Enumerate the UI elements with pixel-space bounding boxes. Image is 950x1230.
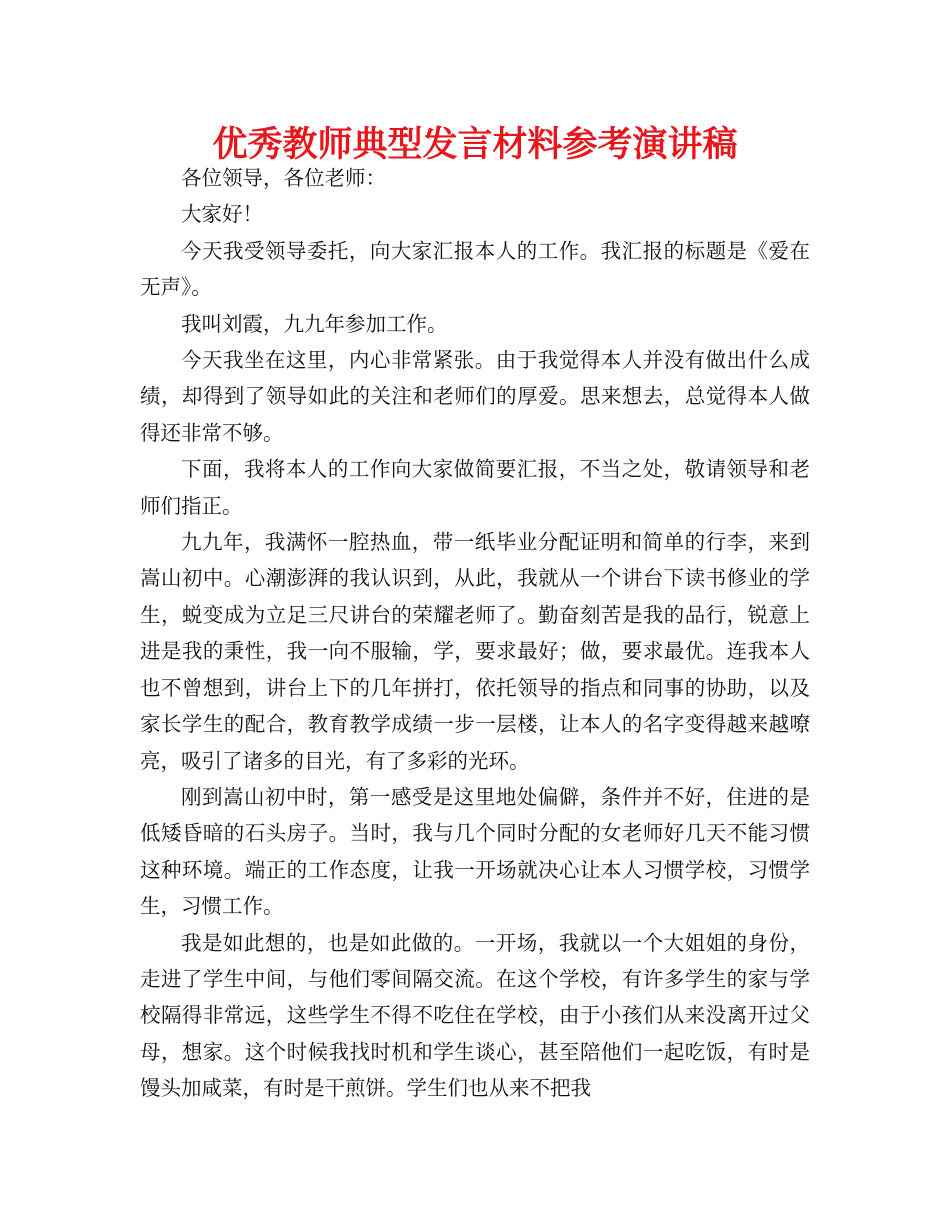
paragraph: 九九年，我满怀一腔热血，带一纸毕业分配证明和简单的行李，来到嵩山初中。心潮澎湃的我认识到，从此，我就从一个讲台下读书修业的学生，蜕变成为立足三尺讲台的荣耀老师了。勤奋刻苦是我的品行，锐意上进是我的秉性，我一向不服输，学，要求最好；做，要求最优。连我本人也不曾想到，讲台上下的几年拼打，依托领导的指点和同事的协助，以及家长学生的配合，教育教学成绩一步一层楼，让本人的名字变得越来越嘹亮，吸引了诸多的目光，有了多彩的光环。 (140, 530, 810, 773)
document-title: 优秀教师典型发言材料参考演讲稿 (212, 125, 738, 165)
paragraph: 今天我受领导委托，向大家汇报本人的工作。我汇报的标题是《爱在无声》。 (140, 238, 810, 300)
paragraph: 下面，我将本人的工作向大家做简要汇报，不当之处，敬请领导和老师们指正。 (140, 457, 810, 518)
paragraph: 刚到嵩山初中时，第一感受是这里地处偏僻，条件并不好，住进的是低矮昏暗的石头房子。当时，我与几个同时分配的女老师好几天不能习惯这种环境。端正的工作态度，让我一开场就决心让本人习惯学校，习惯学生，习惯工作。 (140, 784, 810, 919)
paragraph-salutation: 各位领导，各位老师： (181, 166, 386, 190)
paragraph: 我叫刘霞，九九年参加工作。 (181, 311, 448, 336)
paragraph-greeting: 大家好！ (181, 202, 263, 227)
paragraph: 我是如此想的，也是如此做的。一开场，我就以一个大姐姐的身份，走进了学生中间，与他们零间隔交流。在这个学校，有许多学生的家与学校隔得非常远，这些学生不得不吃住在学校，由于小孩们从来没离开过父母，想家。这个时候我找时机和学生谈心，甚至陪他们一起吃饭，有时是馒头加咸菜，有时是干煎饼。学生们也从来不把我 (140, 930, 810, 1101)
paragraph: 今天我坐在这里，内心非常紧张。由于我觉得本人并没有做出什么成绩，却得到了领导如此的关注和老师们的厚爱。思来想去，总觉得本人做得还非常不够。 (140, 348, 810, 445)
document-body (140, 160, 810, 1107)
